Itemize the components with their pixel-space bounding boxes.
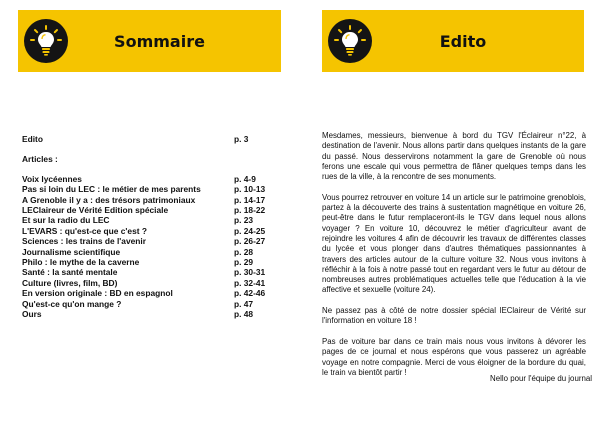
toc-item[interactable] [22,226,272,236]
page-title: Edito [439,31,487,51]
toc-item[interactable] [22,309,272,319]
toc-item-title: En version originale : BD en espagnol [22,288,173,299]
toc-item-title: Culture (livres, film, BD) [22,277,118,288]
toc-item-page: p. 23 [234,215,254,226]
toc-item-page: p. 30-31 [234,267,266,278]
toc-item-page: p. 28 [234,246,254,257]
toc-item-title: Philo : le mythe de la caverne [22,257,140,268]
toc-item[interactable] [22,236,272,246]
toc-item[interactable] [22,288,272,298]
page-title: Sommaire [114,31,205,51]
toc-item-page: p. 32-41 [234,277,266,288]
toc-item[interactable] [22,174,272,184]
toc-item-page: p. 18-22 [234,205,266,216]
toc-item[interactable] [22,184,272,194]
toc-item[interactable] [22,299,272,309]
toc-item-page: p. 3 [234,134,249,144]
edito-paragraph: Ne passez pas à côté de notre dossier spécial lEClaireur de Vérité sur l'information en voiture 18 ! [322,306,586,326]
toc-item[interactable] [22,257,272,267]
toc-item-page: p. 26-27 [234,236,266,247]
edito-paragraph: Vous pourrez retrouver en voiture 14 un article sur le patrimoine grenoblois, partez à la découverte des trains à sustentation magnétique en voiture 26, peut-être dans le futur remplaceront-ils le TGV dans lequel nous allons voyager ? En voiture 10, découvrez le métier d'agriculteur avant de rejoindre les voitures 4 afin de découvrir les travaux de différentes classes du lycée et vous plonger dans d'autres thématiques passionnantes à travers des articles autour de la culture voiture 32. Nous vous invitons à réfléchir à la fois à notre passé tout en regardant vers le futur au détour de nombreuses autres problématiques actuelles telle que l'éducation à la vie affective et sexuelle (voiture 24). [322,192,586,295]
toc-item-page: p. 48 [234,309,254,320]
toc-item-title: L'EVARS : qu'est-ce que c'est ? [22,225,147,236]
lightbulb-icon [24,19,68,63]
table-of-contents [22,134,272,320]
toc-item-title: LEClaireur de Vérité Edition spéciale [22,205,169,216]
toc-item-title: Pas si loin du LEC : le métier de mes parents [22,184,201,195]
edito-body [322,131,586,388]
toc-item-page: p. 10-13 [234,184,266,195]
toc-item[interactable] [22,267,272,277]
toc-item-title: Santé : la santé mentale [22,267,118,278]
toc-item-title: Ours [22,309,42,320]
toc-item-title: Voix lycéennes [22,173,82,184]
toc-item-page: p. 29 [234,257,254,268]
toc-item-title: A Grenoble il y a : des trésors patrimoniaux [22,194,196,205]
sommaire-banner [18,10,281,72]
toc-item-edito[interactable] [22,134,272,144]
toc-item[interactable] [22,195,272,205]
toc-item[interactable] [22,215,272,225]
edito-banner [322,10,584,72]
toc-item-title: Journalisme scientifique [22,246,121,257]
toc-section-label [22,154,272,164]
toc-item[interactable] [22,247,272,257]
toc-item[interactable] [22,278,272,288]
edito-signature: Nello pour l'équipe du journal [490,374,592,383]
toc-item-page: p. 47 [234,298,254,309]
toc-section-label-text: Articles : [22,154,58,165]
toc-item-page: p. 14-17 [234,194,266,205]
edito-page [300,0,600,424]
lightbulb-icon [328,19,372,63]
edito-paragraph: Pas de voiture bar dans ce train mais nous vous invitons à dévorer les pages de ce journal et nous espérons que vous passerez un agréable voyage en notre compagnie. Merci de vous éloigner de la bordure du quai, le train va bientôt partir ! [322,336,586,377]
toc-item-title: Et sur la radio du LEC [22,215,110,226]
toc-item[interactable] [22,205,272,215]
toc-item-title: Sciences : les trains de l'avenir [22,236,146,247]
toc-item-page: p. 42-46 [234,288,266,299]
toc-item-page: p. 4-9 [234,173,256,184]
toc-item-title: Edito [22,134,43,144]
toc-item-page: p. 24-25 [234,225,266,236]
toc-item-title: Qu'est-ce qu'on mange ? [22,298,122,309]
edito-paragraph: Mesdames, messieurs, bienvenue à bord du TGV l'Éclaireur n°22, à destination de l'avenir. Nous allons partir dans quelques instants de la gare du passé. Nous desservirons notamment la gare de Grenoble où nous ferons une escale qui vous permettra de flâner quelques temps dans les rues de la ville, à la rencontre de ses monuments. [322,131,586,182]
